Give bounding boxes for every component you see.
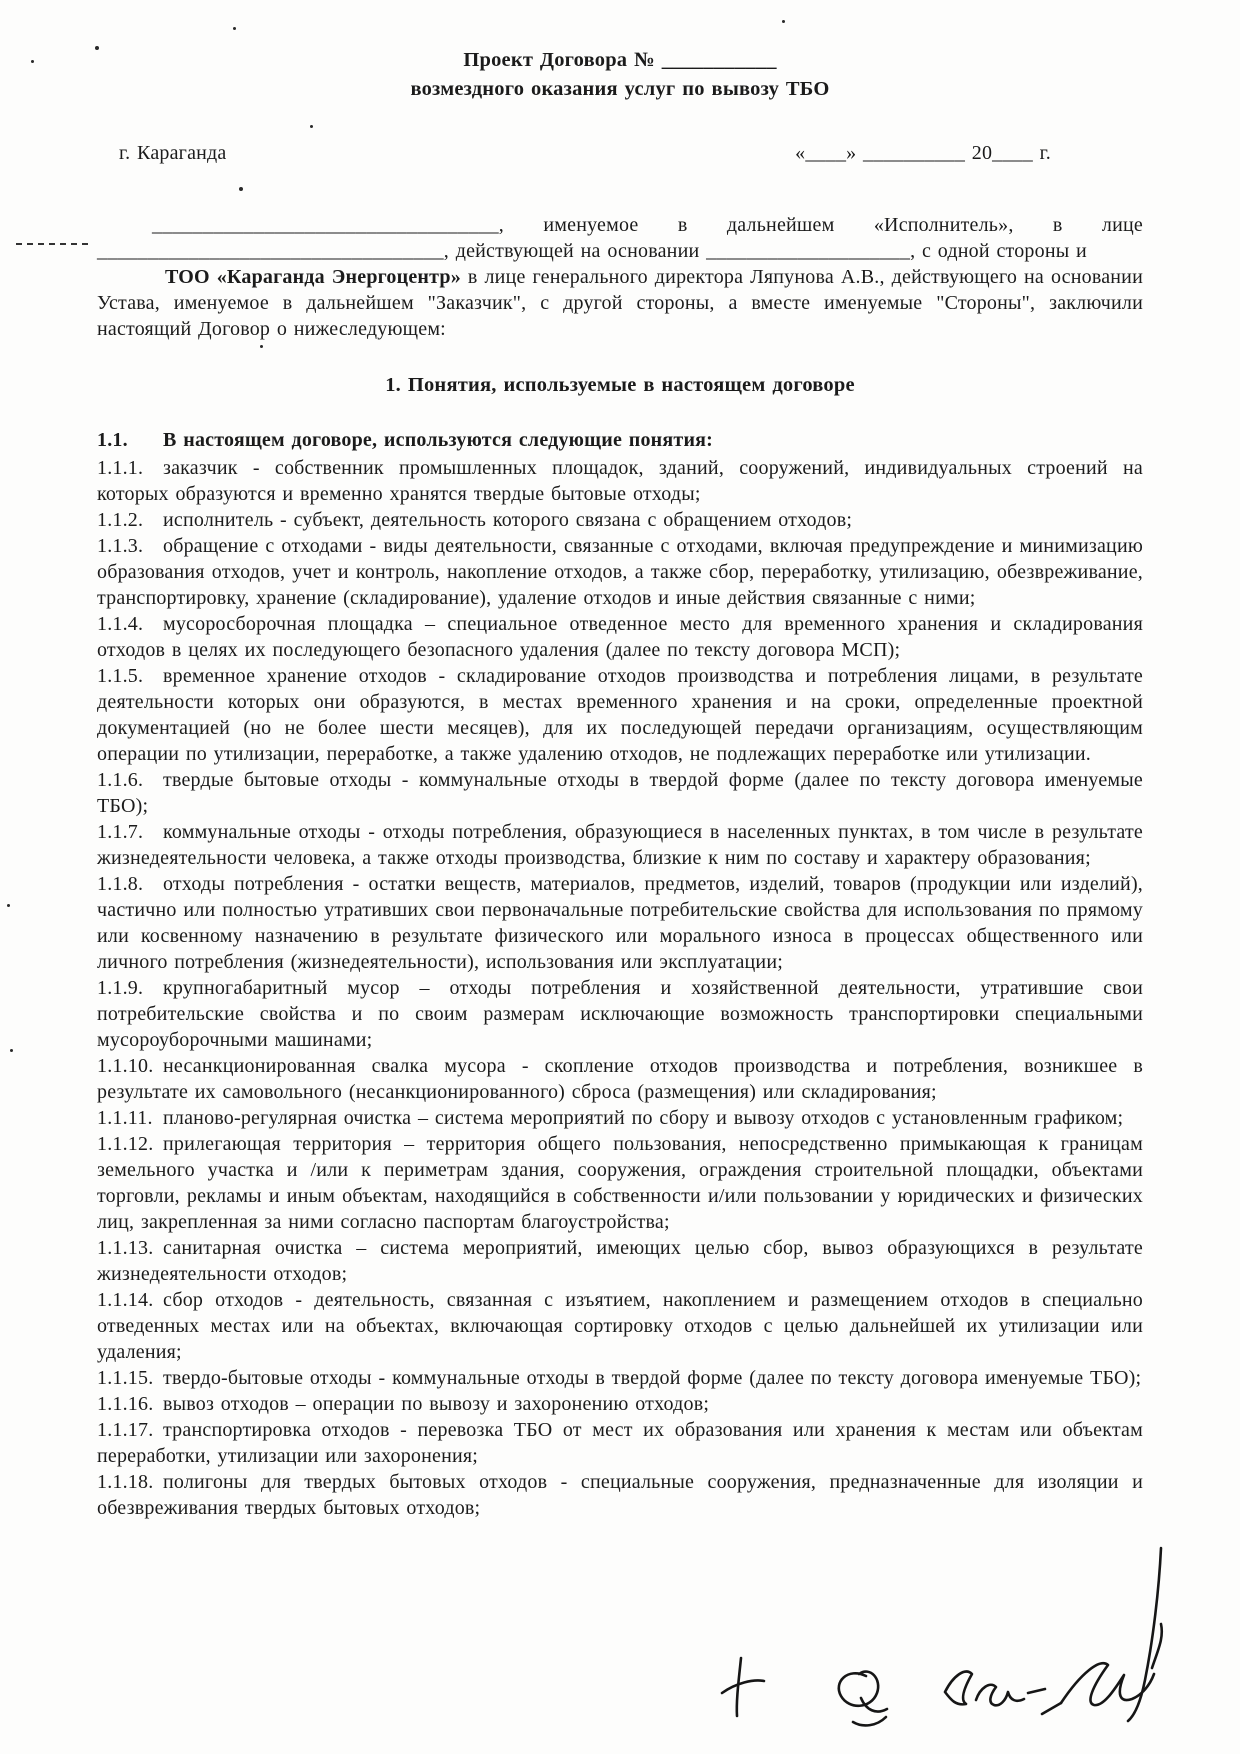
term-item-number: 1.1.5. [97,665,144,687]
term-item [97,1235,1143,1287]
handwritten-signatures [640,1540,1220,1750]
term-item [97,767,1143,819]
term-item-number: 1.1.7. [97,821,144,843]
term-item-text: крупногабаритный мусор – отходы потребления и хозяйственной деятельности, утратившие свои потребительские свойства и по своим размерам исключающие возможность транспортировки специальными мусороуборочными машинами; [97,977,1143,1051]
term-item [97,975,1143,1053]
title-line-1: Проект Договора № ___________ [463,49,777,71]
term-item-number: 1.1.1. [97,457,144,479]
term-item-number: 1.1.4. [97,613,144,635]
term-item [97,1131,1143,1235]
term-item-text: отходы потребления - остатки веществ, материалов, предметов, изделий, товаров (продукции или изделий), частично или полностью утративших свои первоначальные потребительские свойства для использования по прямому или косвенному назначению в результате физического или морального износа в процессах общественного или личного потребления (жизнедеятельности), использования или эксплуатации; [97,873,1143,973]
scan-artifact [239,187,243,191]
scan-artifact [10,1049,13,1052]
term-item-text: несанкционированная свалка мусора - скопление отходов производства и потребления, возникшее в результате их самовольного (несанкционированного) сброса (размещения) или складирования; [97,1055,1143,1103]
term-item [97,455,1143,507]
term-item-text: коммунальные отходы - отходы потребления, образующиеся в населенных пунктах, в том числе в результате жизнедеятельности человека, а также отходы производства, близкие к ним по составу и характеру образования; [97,821,1143,869]
page-content [97,46,1143,1521]
term-item-text: временное хранение отходов - складирование отходов производства и потребления лицами, в результате деятельности которых они образуются, в местах временного хранения и на сроки, определенные проектной документацией (но не более шести месяцев), для их последующей передачи организациям, осуществляющим операции по утилизации, переработке, а также удалению отходов, не подлежащих переработке или утилизации. [97,665,1143,765]
meta-row [97,140,1143,166]
term-item [97,1391,1143,1417]
term-item-text: заказчик - собственник промышленных площадок, зданий, сооружений, индивидуальных строений на которых образуются и временно хранятся твердые бытовые отходы; [97,457,1143,505]
customer-company-name: ТОО «Караганда Энергоцентр» [165,266,461,288]
term-item [97,871,1143,975]
preamble-party-executor: __________________________________, именуемое в дальнейшем «Исполнитель», в лице __________________________________, действующей на основании ____________________, с одной стороны и [97,214,1143,262]
term-item-number: 1.1.9. [97,977,144,999]
term-item-text: твердо-бытовые отходы - коммунальные отходы в твердой форме (далее по тексту договора именуемые ТБО); [163,1367,1142,1389]
term-item-number: 1.1.12. [97,1133,154,1155]
term-item-text: мусоросборочная площадка – специальное отведенное место для временного хранения и складирования отходов в целях их последующего безопасного удаления (далее по тексту договора МСП); [97,613,1143,661]
scan-artifact [7,904,10,907]
term-item [97,819,1143,871]
term-item-number: 1.1.3. [97,535,144,557]
term-item [97,1105,1143,1131]
term-item [97,533,1143,611]
term-item [97,663,1143,767]
term-item [97,1417,1143,1469]
term-item [97,1053,1143,1105]
term-item-text: транспортировка отходов - перевозка ТБО от мест их образования или хранения к местам или объектам переработки, утилизации или захоронения; [97,1419,1143,1467]
title-line-2: возмездного оказания услуг по вывозу ТБО [410,78,830,100]
term-item-text: санитарная очистка – система мероприятий, имеющих целью сбор, вывоз образующихся в результате жизнедеятельности отходов; [97,1237,1143,1285]
scan-artifact [95,46,99,50]
term-item-number: 1.1.10. [97,1055,154,1077]
signature-mark-2 [839,1672,887,1726]
preamble-party-customer [97,264,1143,342]
term-item-text: обращение с отходами - виды деятельности, связанные с отходами, включая предупреждение и минимизацию образования отходов, учет и контроль, накопление отходов, а также сбор, переработку, утилизацию, обезвреживание, транспортировку, хранение (складирование), удаление отходов и иные действия связанные с ними; [97,535,1143,609]
term-item-number: 1.1.6. [97,769,144,791]
term-item-text: исполнитель - субъект, деятельность которого связана с обращением отходов; [163,509,853,531]
term-item [97,611,1143,663]
term-item-text: сбор отходов - деятельность, связанная с изъятием, накоплением и размещением отходов в специально отведенных местах или на объектах, включающая сортировку отходов с целью дальнейшей их утилизации или удаления; [97,1289,1143,1363]
term-item-number: 1.1.8. [97,873,144,895]
signature-mark-4 [1042,1548,1162,1721]
term-item-number: 1.1.18. [97,1471,154,1493]
section-1-heading: 1. Понятия, используемые в настоящем договоре [385,374,855,396]
document-title [97,46,1143,104]
scan-artifact [310,125,313,128]
term-item-number: 1.1.17. [97,1419,154,1441]
term-item-number: 1.1.2. [97,509,144,531]
term-item-text: вывоз отходов – операции по вывозу и захоронению отходов; [163,1393,710,1415]
scan-artifact [233,27,236,30]
scan-artifact [782,20,785,23]
terms-intro-text: В настоящем договоре, используются следующие понятия: [163,429,714,451]
term-item-number: 1.1.11. [97,1107,153,1129]
term-item-text: планово-регулярная очистка – система мероприятий по сбору и вывозу отходов с установленным графиком; [163,1107,1124,1129]
preamble-customer-text: в лице генерального директора Ляпунова А.В., действующего на основании Устава, именуемое в дальнейшем "Заказчик", с другой стороны, а вместе именуемые "Стороны", заключили настоящий Договор о нижеследующем: [97,266,1143,340]
scan-artifact [31,60,34,63]
term-item-number: 1.1.16. [97,1393,154,1415]
scan-artifact [260,345,263,348]
city-label: г. Караганда [119,142,227,164]
term-item-number: 1.1.13. [97,1237,154,1259]
term-item [97,507,1143,533]
terms-intro [97,427,1143,453]
term-item [97,1365,1143,1391]
term-item-text: прилегающая территория – территория общего пользования, непосредственно примыкающая к границам земельного участка и /или к периметрам здания, сооружения, ограждения строительной площадки, объектами торговли, рекламы и иным объектам, находящийся в собственности и/или пользовании у юридических и физических лиц, закрепленная за ними согласно паспортам благоустройства; [97,1133,1143,1233]
term-item-number: 1.1.14. [97,1289,154,1311]
terms-list [97,455,1143,1521]
term-item-text: полигоны для твердых бытовых отходов - специальные сооружения, предназначенные для изоляции и обезвреживания твердых бытовых отходов; [97,1471,1143,1519]
signature-mark-3 [945,1672,1045,1706]
term-item [97,1469,1143,1521]
date-blank: «____» __________ 20____ г. [795,142,1051,164]
term-item [97,1287,1143,1365]
term-item-text: твердые бытовые отходы - коммунальные отходы в твердой форме (далее по тексту договора именуемые ТБО); [97,769,1143,817]
signature-mark-1 [722,1658,764,1716]
term-item-number: 1.1.15. [97,1367,154,1389]
terms-intro-number: 1.1. [97,429,128,451]
scan-artifact [16,243,90,245]
